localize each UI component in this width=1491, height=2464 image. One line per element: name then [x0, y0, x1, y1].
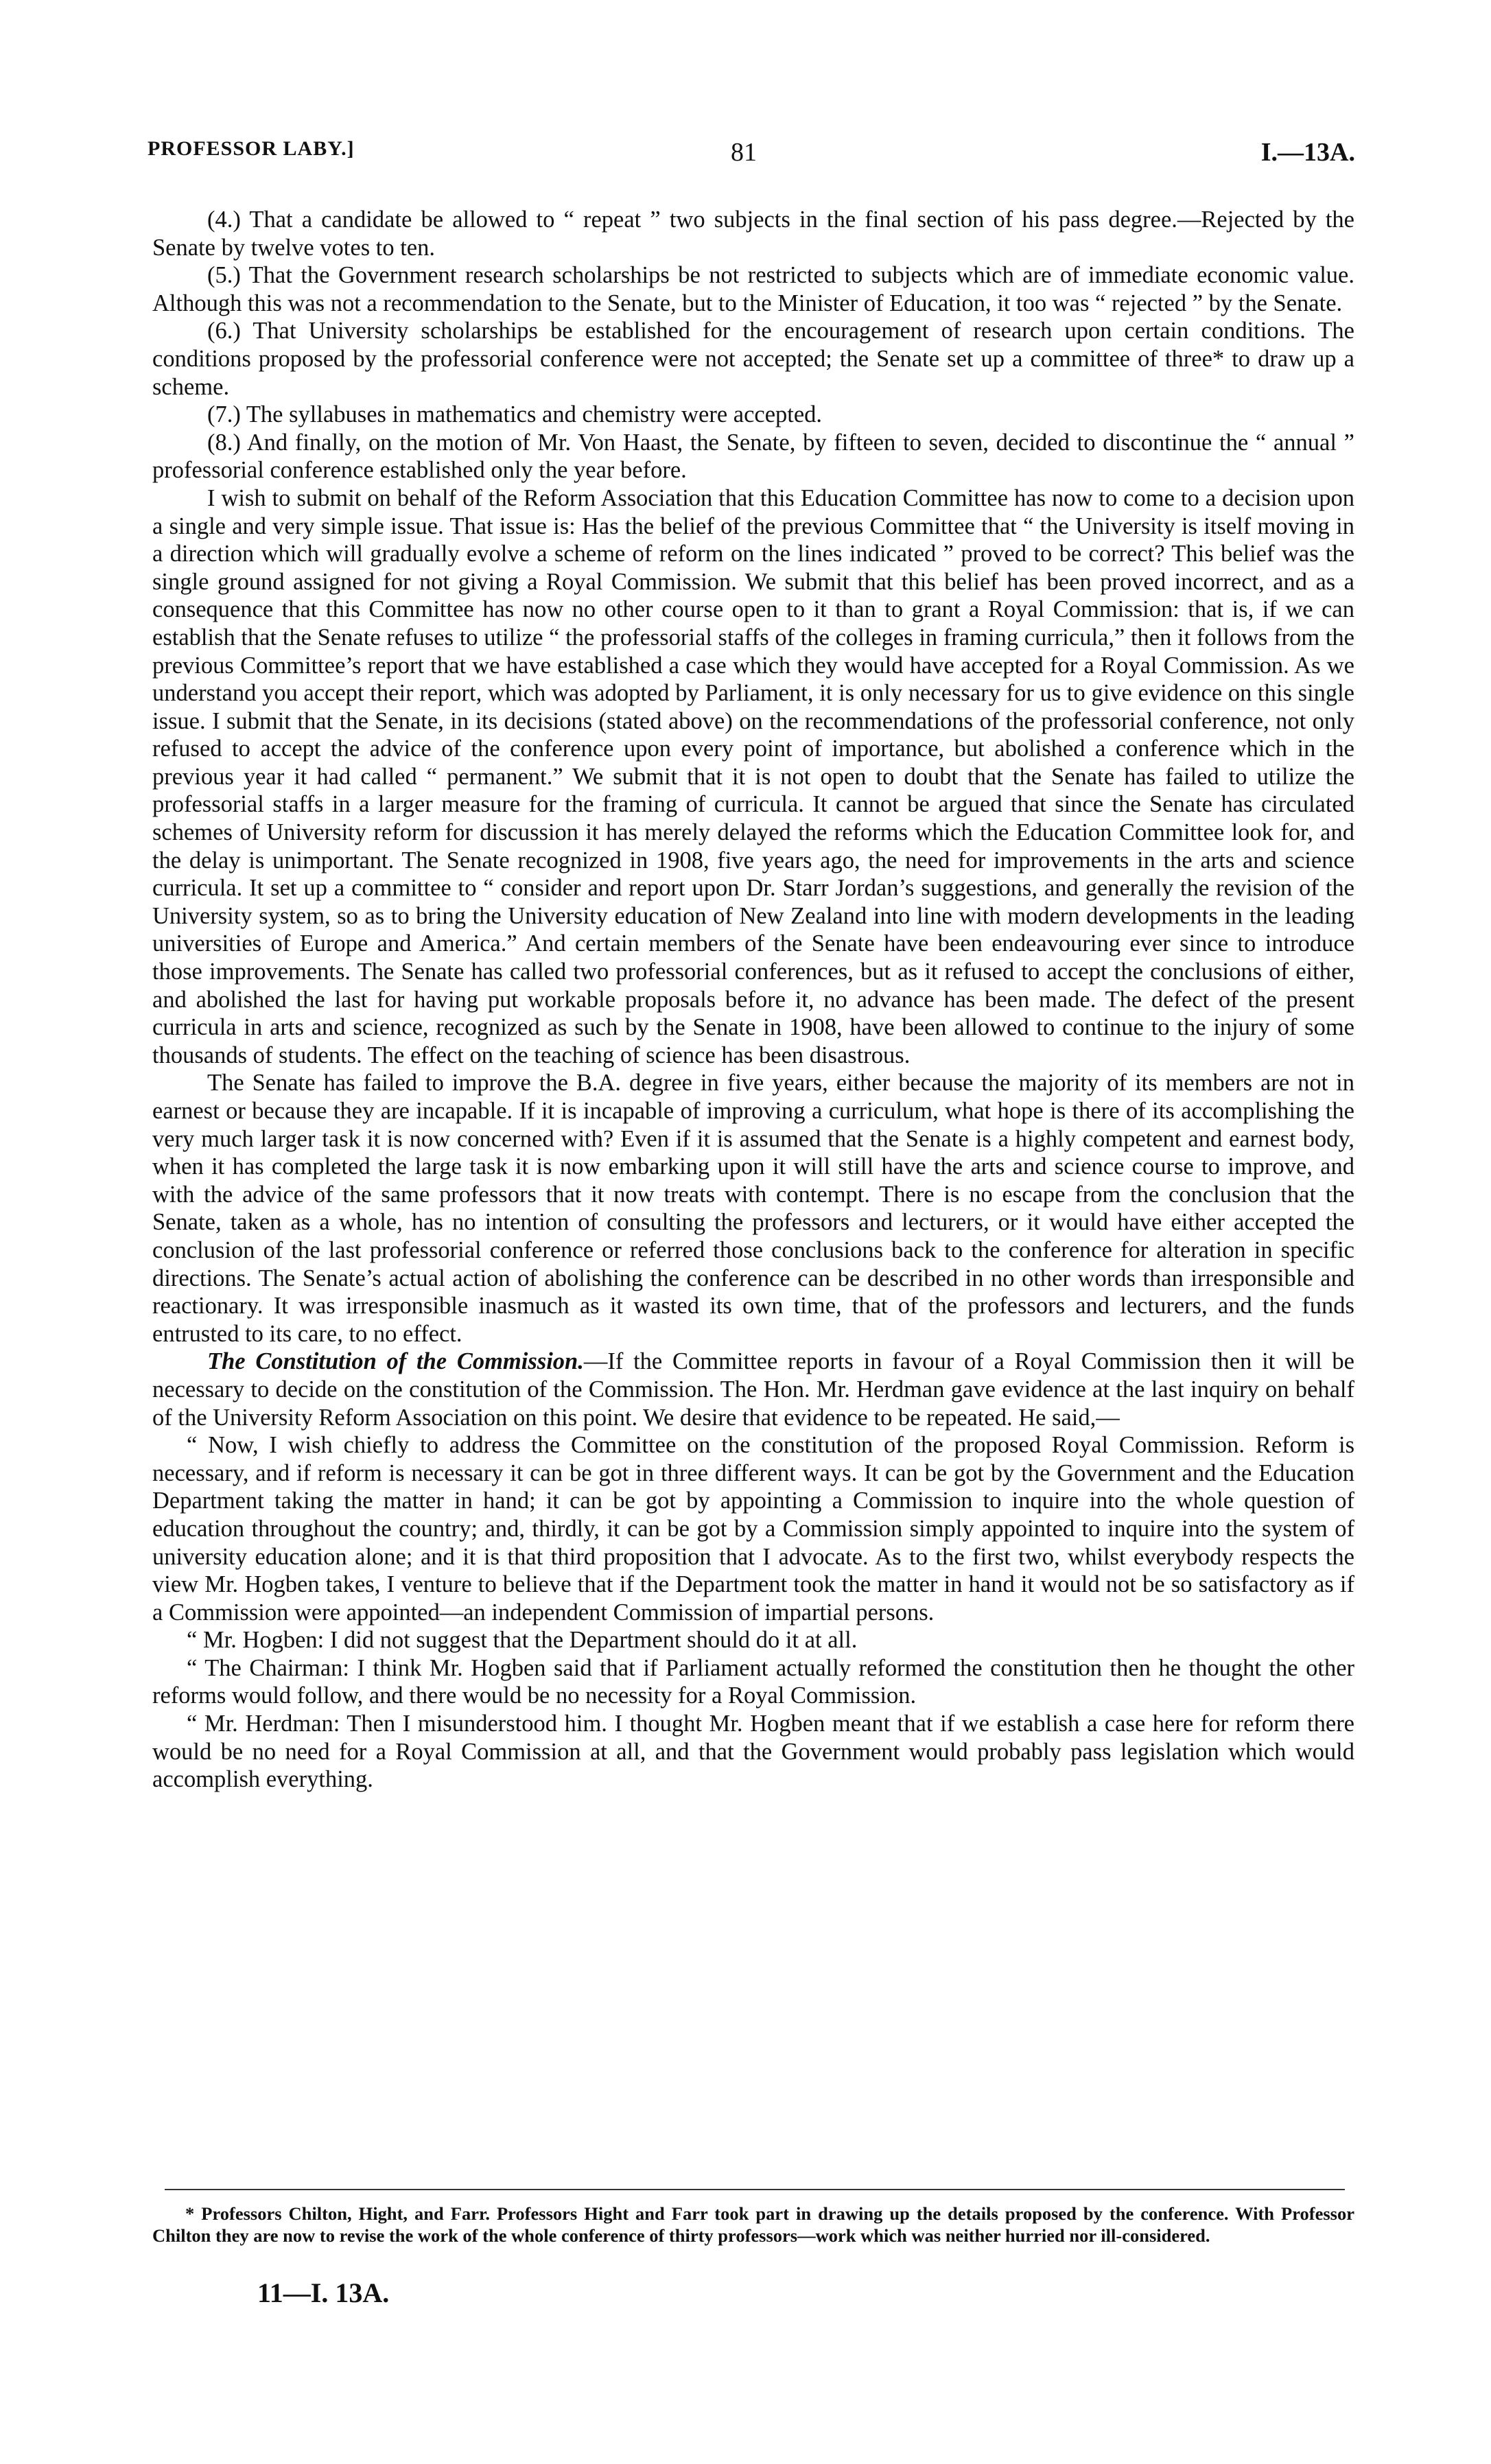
paragraph-constitution	[152, 1348, 1354, 1431]
body-text	[152, 206, 1354, 1794]
paragraph-item-7: (7.) The syllabuses in mathematics and chemistry were accepted.	[207, 401, 823, 428]
quote-herdman-evidence: “ Now, I wish chiefly to address the Committee on the constitution of the proposed Royal Commission. Reform is necessary, and if reform is necessary it can be got in three different ways. It can be got by the Government and the Education Department taking the matter in hand; it can be got by appointing a Commission to inquire into the whole question of education throughout the country; and, thirdly, it can be got by a Commission simply appointed to inquire into the system of university education alone; and it is that third proposition that I advocate. As to the first two, whilst everybody respects the view Mr. Hogben takes, I venture to believe that if the Department took the matter in hand it would not be so satisfactory as if a Commission were appointed—an independent Commission of impartial persons.	[152, 1432, 1354, 1626]
footnote	[152, 2203, 1354, 2246]
footnote-text: * Professors Chilton, Hight, and Farr. Professors Hight and Farr took part in drawing up the details proposed by the conference. With Professor Chilton they are now to revise the work of the whole conference of thirty professors—work which was neither hurried nor ill-considered.	[152, 2203, 1354, 2246]
paragraph-reform-issue: I wish to submit on behalf of the Reform Association that this Education Committee has now to come to a decision upon a single and very simple issue. That issue is: Has the belief of the previous Committee that “ the University is itself moving in a direction which will gradually evolve a scheme of reform on the lines indicated ” proved to be correct? This belief was the single ground assigned for not giving a Royal Commission. We submit that this belief has been proved incorrect, and as a consequence that this Committee has now no other course open to it than to grant a Royal Commission: that is, if we can establish that the Senate refuses to utilize “ the professorial staffs of the colleges in framing curricula,” then it follows from the previous Committee’s report that we have established a case which they would have accepted for a Royal Commission. As we understand you accept their report, which was adopted by Parliament, it is only necessary for us to give evidence on this single issue. I submit that the Senate, in its decisions (stated above) on the recommendations of the professorial conference, not only refused to accept the advice of the conference upon every point of importance, but abolished a conference which in the previous year it had called “ permanent.” We submit that it is not open to doubt that the Senate has failed to utilize the professorial staffs in a larger measure for the framing of curricula. It cannot be argued that since the Senate has circulated schemes of University reform for discussion it has merely delayed the reforms which the Education Committee look for, and the delay is unimportant. The Senate recognized in 1908, five years ago, the need for improvements in the arts and science curricula. It set up a committee to “ consider and report upon Dr. Starr Jordan’s suggestions, and generally the revision of the University system, so as to bring the University education of New Zealand into line with modern developments in the leading universities of Europe and America.” And certain members of the Senate have been endeavouring ever since to introduce those improvements. The Senate has called two professorial conferences, but as it refused to accept the conclusions of either, and abolished the last for having put workable proposals before it, no advance has been made. The defect of the present curricula in arts and science, recognized as such by the Senate in 1908, have been allowed to continue to the injury of some thousands of students. The effect on the teaching of science has been disastrous.	[152, 484, 1354, 1068]
document-reference: I.—13A.	[1260, 138, 1355, 167]
quote-hogben: “ Mr. Hogben: I did not suggest that the Department should do it at all.	[187, 1627, 858, 1654]
section-text: —If the Committee reports in favour of a Royal Commission then it will be necessary to decide on the constitution of the Commission. The Hon. Mr. Herdman gave evidence at the last inquiry on behalf of the University Reform Association on this point. We desire that evidence to be repeated. He said,—	[152, 1348, 1354, 1431]
paragraph-item-4: (4.) That a candidate be allowed to “ repeat ” two subjects in the final section of his pass degree.—Rejected by the Senate by twelve votes to ten.	[152, 207, 1354, 261]
running-head: PROFESSOR LABY.]	[148, 137, 355, 160]
page-header	[148, 137, 1355, 178]
paragraph-item-6: (6.) That University scholarships be established for the encouragement of research upon certain conditions. The conditions proposed by the professorial conference were not accepted; the Senate set up a committee of three* to draw up a scheme.	[152, 318, 1354, 400]
paragraph-item-5: (5.) That the Government research scholarships be not restricted to subjects which are of immediate economic value. Although this was not a recommendation to the Senate, but to the Minister of Education, it too was “ rejected ” by the Senate.	[152, 262, 1354, 316]
paragraph-item-8: (8.) And finally, on the motion of Mr. Von Haast, the Senate, by fifteen to seven, decided to discontinue the “ annual ” professorial conference established only the year before.	[152, 429, 1354, 484]
page-number: 81	[731, 138, 757, 167]
section-heading: The Constitution of the Commission.	[207, 1348, 584, 1375]
paragraph-senate-failure: The Senate has failed to improve the B.A. degree in five years, either because the majority of its members are not in earnest or because they are incapable. If it is incapable of improving a curriculum, what hope is there of its accomplishing the very much larger task it is now concerned with? Even if it is assumed that the Senate is a highly competent and earnest body, when it has completed the large task it is now embarking upon it will still have the arts and science course to improve, and with the advice of the same professors that it now treats with contempt. There is no escape from the conclusion that the Senate, taken as a whole, has no intention of consulting the professors and lecturers, or it would have either accepted the conclusion of the last professorial conference or referred those conclusions back to the conference for alteration in specific directions. The Senate’s actual action of abolishing the conference can be described in no other words than irresponsible and reactionary. It was irresponsible inasmuch as it wasted its own time, that of the professors and lecturers, and the funds entrusted to its care, to no effect.	[152, 1070, 1354, 1347]
footnote-divider	[165, 2189, 1345, 2190]
quote-chairman: “ The Chairman: I think Mr. Hogben said that if Parliament actually reformed the constitution then he thought the other reforms would follow, and there would be no necessity for a Royal Commission.	[152, 1654, 1354, 1709]
signature-mark: 11—I. 13A.	[257, 2277, 390, 2308]
quote-herdman-reply: “ Mr. Herdman: Then I misunderstood him. I thought Mr. Hogben meant that if we establish a case here for reform there would be no need for a Royal Commission at all, and that the Government would probably pass legislation which would accomplish everything.	[152, 1711, 1354, 1793]
